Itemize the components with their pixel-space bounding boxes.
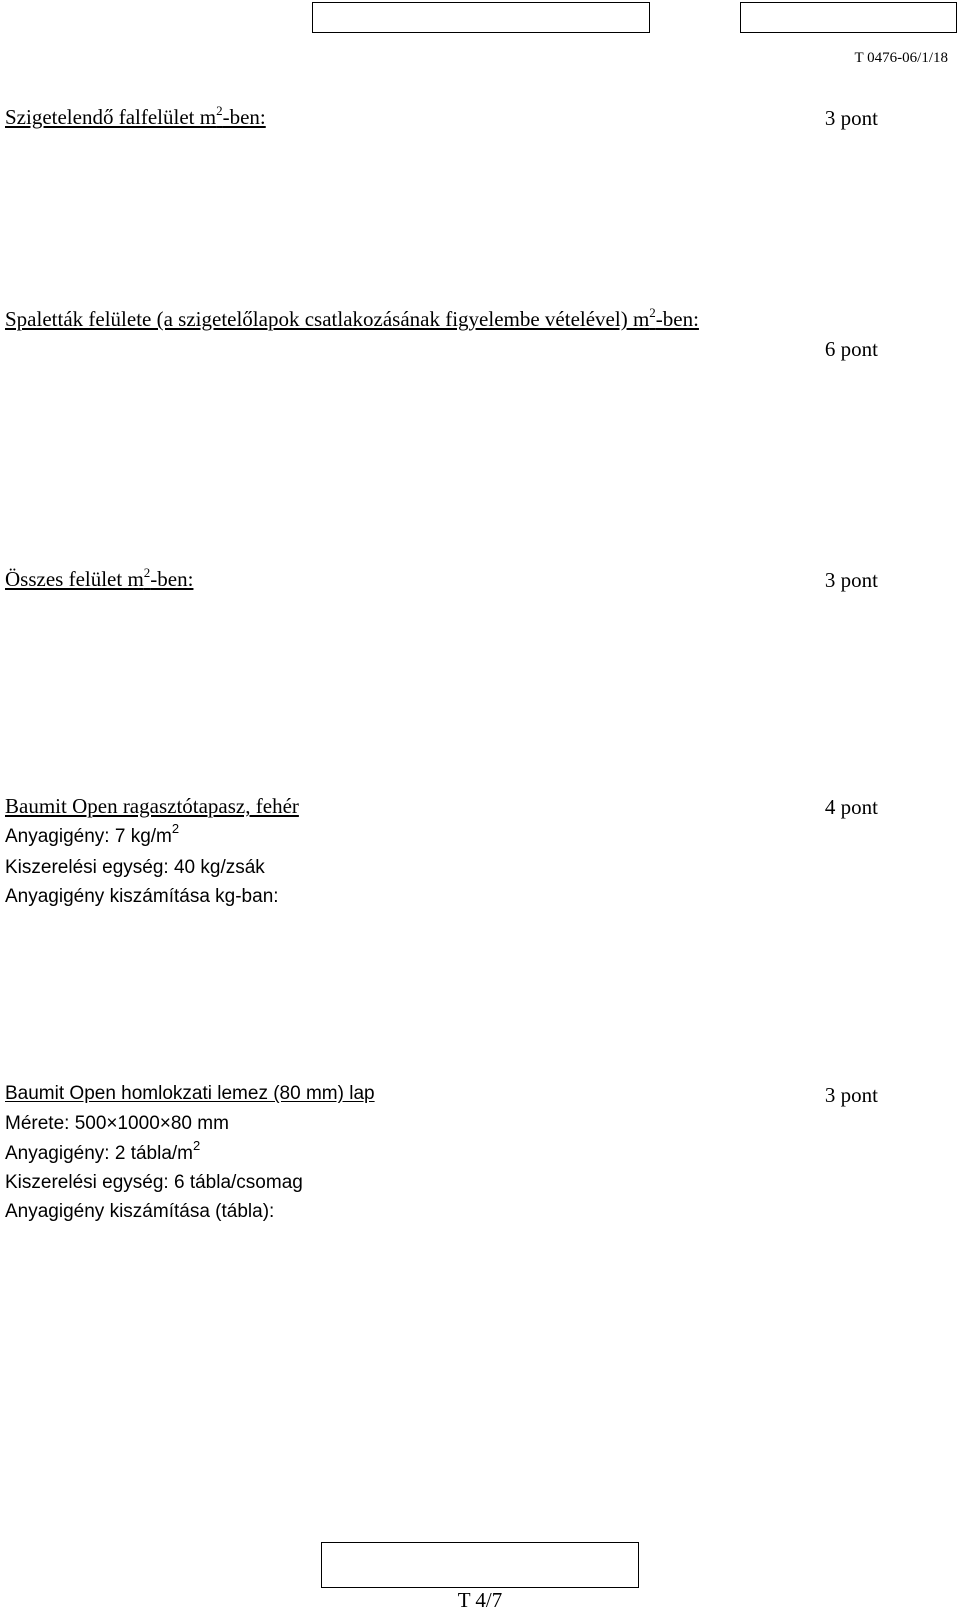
page-number: T 4/7 (457, 1588, 503, 1612)
section-4-title: Baumit Open ragasztótapasz, fehér (5, 794, 299, 818)
score-box-right (740, 2, 957, 33)
section-5-calculation-label: Anyagigény kiszámítása (tábla): (5, 1201, 275, 1222)
section-1-title: Szigetelendő falfelület $m^2$-ben: (5, 103, 266, 129)
section-5-points: 3 pont (824, 1083, 878, 1107)
section-1-points: 3 pont (824, 106, 878, 130)
section-3-title: Összes felület $m^2$-ben: (5, 565, 194, 591)
section-3-points: 3 pont (824, 568, 878, 592)
section-4-calculation-label: Anyagigény kiszámítása kg-ban: (5, 886, 279, 907)
section-4-requirement: Anyagigény: 7 $kg/m^2$ (5, 821, 180, 847)
section-5-packaging: Kiszerelési egység: 6 tábla/csomag (5, 1172, 303, 1193)
section-4-points: 4 pont (824, 795, 878, 819)
section-5-requirement: Anyagigény: 2 tábla/$m^2$ (5, 1138, 201, 1164)
section-5-size: Mérete: 500×1000×80 mm (5, 1113, 229, 1134)
section-2-points: 6 pont (824, 337, 878, 361)
section-4-packaging: Kiszerelési egység: 40 kg/zsák (5, 857, 265, 878)
section-2-title: Spaletták felülete (a szigetelőlapok csatlakozásának figyelembe vételével) $m^2$-ben: (5, 305, 699, 331)
section-5-title: Baumit Open homlokzati lemez (80 mm) lap (5, 1083, 375, 1104)
document-code: T 0476-06/1/18 (854, 50, 948, 66)
score-box-left (312, 2, 650, 33)
score-box-bottom (321, 1542, 639, 1588)
